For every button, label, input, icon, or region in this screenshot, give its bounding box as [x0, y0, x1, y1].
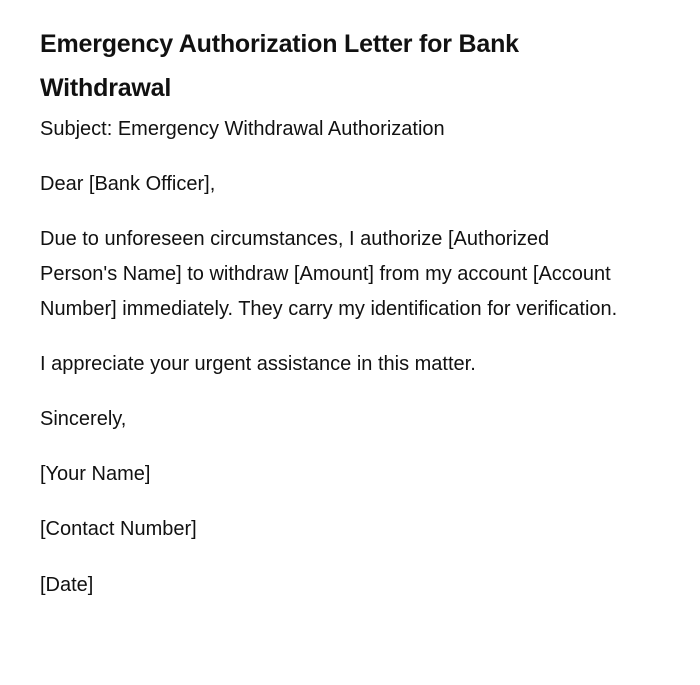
- letter-subject: Subject: Emergency Withdrawal Authorization: [40, 118, 445, 140]
- signature-date: [Date]: [40, 574, 94, 596]
- signature-name: [Your Name]: [40, 463, 151, 485]
- letter-body: Due to unforeseen circumstances, I authorize [Authorized Person's Name] to withdraw [Amount] from my account [Account Number] immediately. They carry my identification for verification.: [40, 228, 618, 320]
- letter-title: Emergency Authorization Letter for Bank Withdrawal: [40, 30, 519, 102]
- letter-signoff: Sincerely,: [40, 408, 127, 430]
- letter-closing-line: I appreciate your urgent assistance in this matter.: [40, 353, 476, 375]
- signature-contact-number: [Contact Number]: [40, 518, 197, 540]
- letter-greeting: Dear [Bank Officer],: [40, 173, 216, 195]
